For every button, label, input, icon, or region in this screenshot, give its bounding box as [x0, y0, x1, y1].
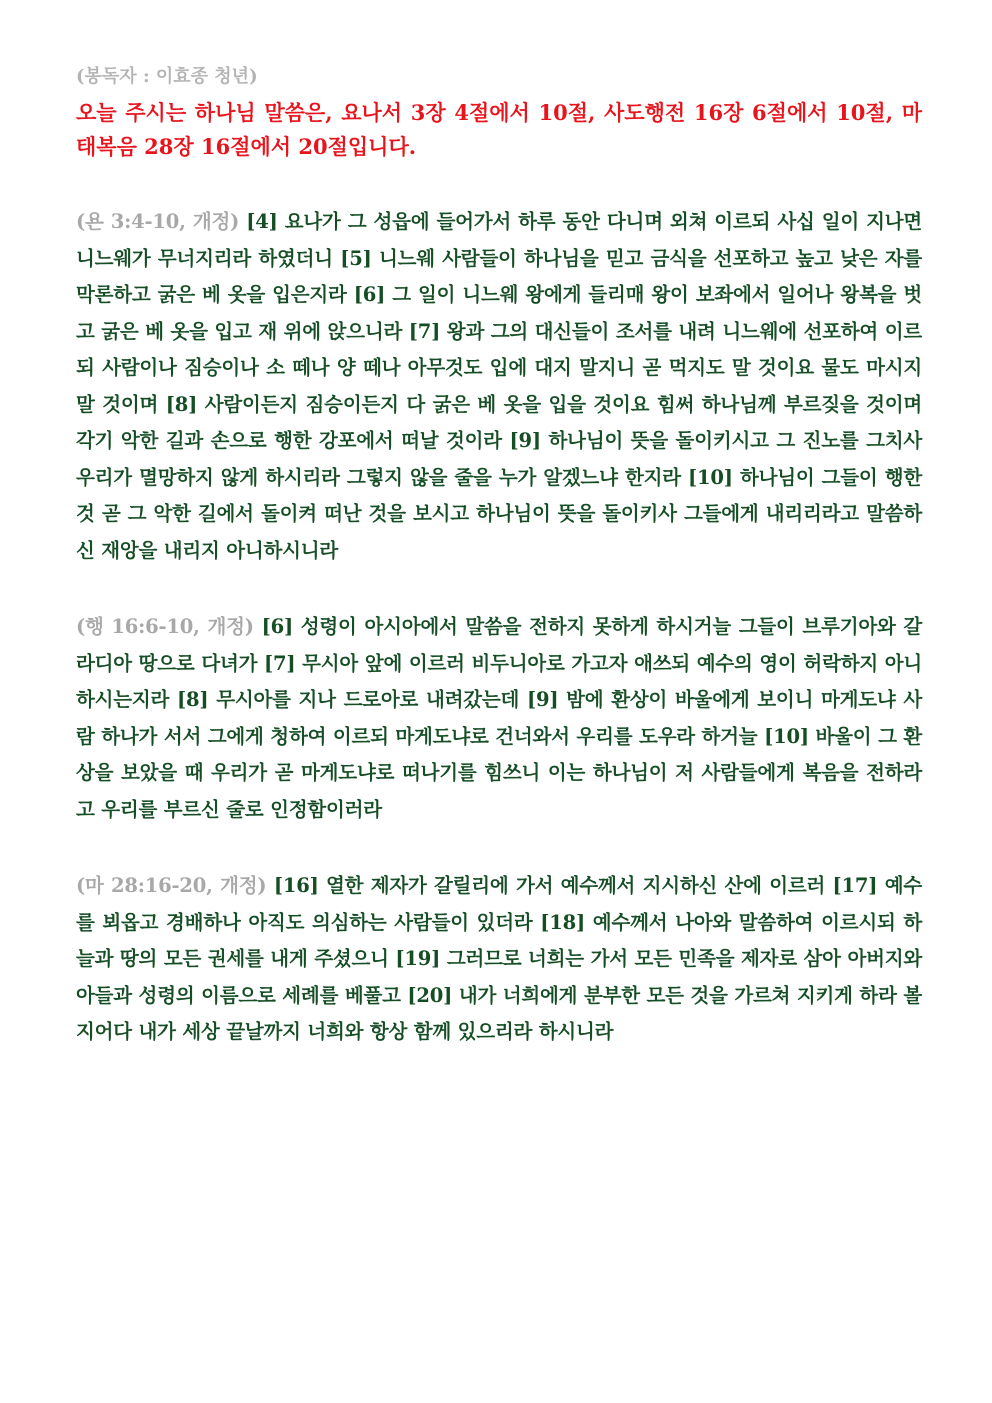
passage-acts: [76, 609, 922, 828]
passage-reference: (마 28:16-20, 개정): [76, 874, 267, 897]
passage-text: [16] 열한 제자가 갈릴리에 가서 예수께서 지시하신 산에 이르러 [17] 예수를 뵈옵고 경배하나 아직도 의심하는 사람들이 있더라 [18] 예수께서 나아와 말씀하여 이르시되 하늘과 땅의 모든 권세를 내게 주셨으니 [19] 그러므로 너희는 가서 모든 민족을 제자로 삼아 아버지와 아들과 성령의 이름으로 세례를 베풀고 [20] 내가 너희에게 분부한 모든 것을 가르쳐 지키게 하라 볼지어다 내가 세상 끝날까지 너희와 항상 함께 있으리라 하시니라: [76, 874, 922, 1043]
passage-reference: (욘 3:4-10, 개정): [76, 210, 240, 233]
reader-credit: (봉독자 : 이효종 청년): [76, 66, 258, 87]
passage-reference: (행 16:6-10, 개정): [76, 615, 254, 638]
spacer: [76, 569, 922, 609]
intro-announcement: 오늘 주시는 하나님 말씀은, 요나서 3장 4절에서 10절, 사도행전 16장 6절에서 10절, 마태복음 28장 16절에서 20절입니다.: [76, 100, 922, 159]
passage-text: [4] 요나가 그 성읍에 들어가서 하루 동안 다니며 외쳐 이르되 사십 일이 지나면 니느웨가 무너지리라 하였더니 [5] 니느웨 사람들이 하나님을 믿고 금식을 선포하고 높고 낮은 자를 막론하고 굵은 베 옷을 입은지라 [6] 그 일이 니느웨 왕에게 들리매 왕이 보좌에서 일어나 왕복을 벗고 굵은 베 옷을 입고 재 위에 앉으니라 [7] 왕과 그의 대신들이 조서를 내려 니느웨에 선포하여 이르되 사람이나 짐승이나 소 떼나 양 떼나 아무것도 입에 대지 말지니 곧 먹지도 말 것이요 물도 마시지 말 것이며 [8] 사람이든지 짐승이든지 다 굵은 베 옷을 입을 것이요 힘써 하나님께 부르짖을 것이며 각기 악한 길과 손으로 행한 강포에서 떠날 것이라 [9] 하나님이 뜻을 돌이키시고 그 진노를 그치사 우리가 멸망하지 않게 하시리라 그렇지 않을 줄을 누가 알겠느냐 한지라 [10] 하나님이 그들이 행한 것 곧 그 악한 길에서 돌이켜 떠난 것을 보시고 하나님이 뜻을 돌이키사 그들에게 내리리라고 말씀하신 재앙을 내리지 아니하시니라: [76, 210, 922, 562]
passage-text: [6] 성령이 아시아에서 말씀을 전하지 못하게 하시거늘 그들이 브루기아와 갈라디아 땅으로 다녀가 [7] 무시아 앞에 이르러 비두니아로 가고자 애쓰되 예수의 영이 허락하지 아니하시는지라 [8] 무시아를 지나 드로아로 내려갔는데 [9] 밤에 환상이 바울에게 보이니 마게도냐 사람 하나가 서서 그에게 청하여 이르되 마게도냐로 건너와서 우리를 도우라 하거늘 [10] 바울이 그 환상을 보았을 때 우리가 곧 마게도냐로 떠나기를 힘쓰니 이는 하나님이 저 사람들에게 복음을 전하라고 우리를 부르신 줄로 인정함이러라: [76, 615, 923, 821]
passage-matthew: [76, 868, 922, 1051]
spacer: [76, 164, 922, 204]
document-page: [76, 62, 922, 1051]
passage-jonah: [76, 204, 922, 569]
spacer: [76, 828, 922, 868]
